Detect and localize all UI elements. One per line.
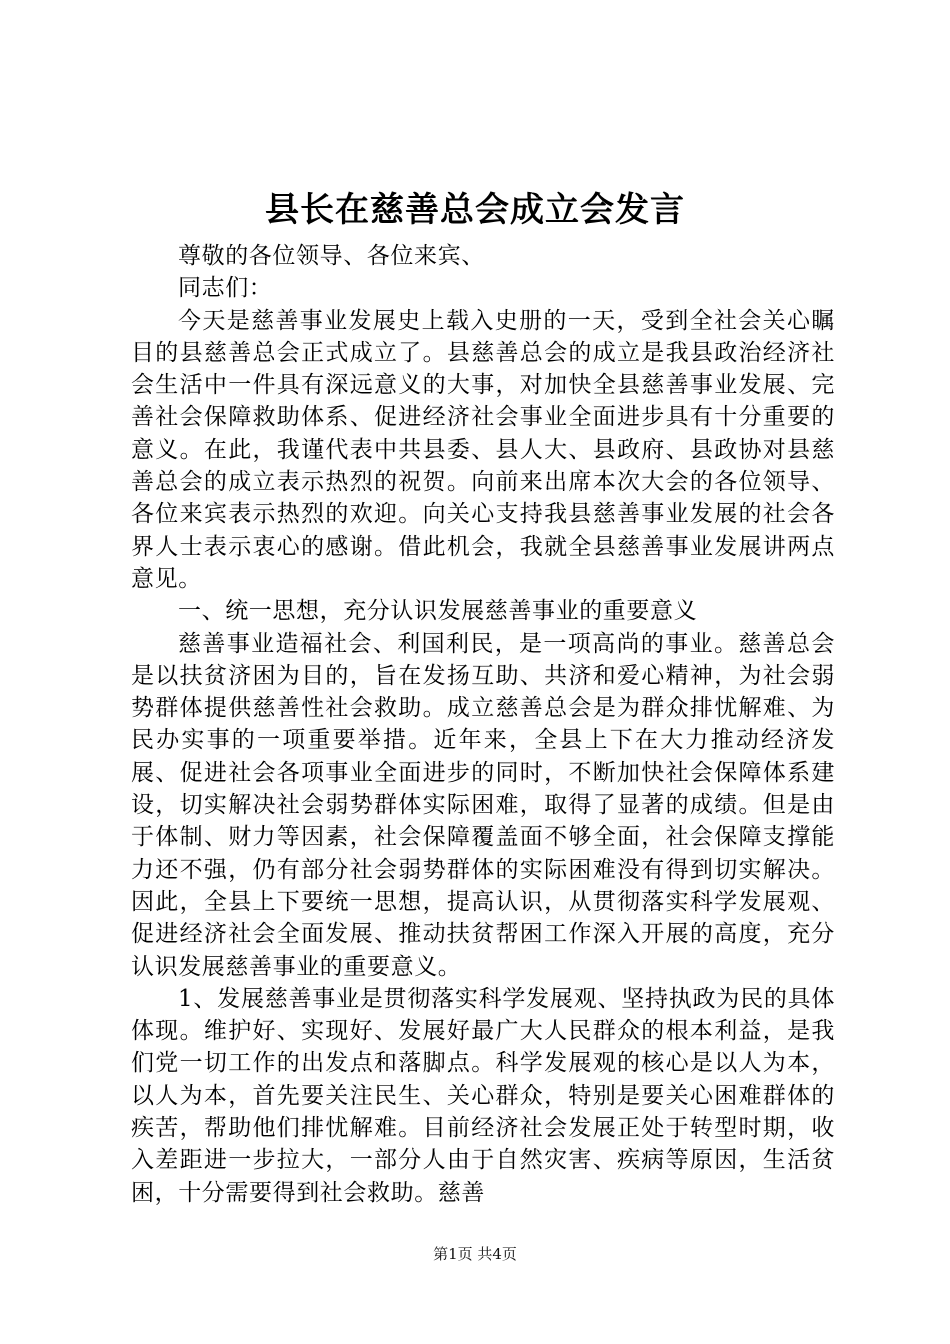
page-number-footer: 第1页 共4页 — [433, 1245, 517, 1263]
document-title: 县长在慈善总会成立会发言 — [265, 190, 685, 230]
salutation-line-1: 尊敬的各位领导、各位来宾、 — [178, 243, 485, 269]
salutation-line-2: 同志们： — [178, 275, 273, 302]
section-heading-1: 一、统一思想，充分认识发展慈善事业的重要意义 — [178, 598, 698, 625]
document-body — [131, 240, 835, 1209]
paragraph-section-1: 慈善事业造福社会、利国利民，是一项高尚的事业。慈善总会是以扶贫济困为目的，旨在发扬互助、共济和爱心精神，为社会弱势群体提供慈善性社会救助。成立慈善总会是为群众排忧解难、为民办实事的一项重要举措。近年来，全县上下在大力推动经济发展、促进社会各项事业全面进步的同时，不断加快社会保障体系建设，切实解决社会弱势群体实际困难，取得了显著的成绩。但是由于体制、财力等因素，社会保障覆盖面不够全面，社会保障支撑能力还不强，仍有部分社会弱势群体的实际困难没有得到切实解决。因此，全县上下要统一思想，提高认识，从贯彻落实科学发展观、促进经济社会全面发展、推动扶贫帮困工作深入开展的高度，充分认识发展慈善事业的重要意义。 — [131, 630, 835, 980]
paragraph-opening: 今天是慈善事业发展史上载入史册的一天，受到全社会关心瞩目的县慈善总会正式成立了。县慈善总会的成立是我县政治经济社会生活中一件具有深远意义的大事，对加快全县慈善事业发展、完善社会保障救助体系、促进经济社会事业全面进步具有十分重要的意义。在此，我谨代表中共县委、县人大、县政府、县政协对县慈善总会的成立表示热烈的祝贺。向前来出席本次大会的各位领导、各位来宾表示热烈的欢迎。向关心支持我县慈善事业发展的社会各界人士表示衷心的感谢。借此机会，我就全县慈善事业发展讲两点意见。 — [131, 307, 835, 592]
paragraph-point-1: 1、发展慈善事业是贯彻落实科学发展观、坚持执政为民的具体体现。维护好、实现好、发展好最广大人民群众的根本利益，是我们党一切工作的出发点和落脚点。科学发展观的核心是以人为本，以人为本，首先要关注民生、关心群众，特别是要关心困难群体的疾苦，帮助他们排忧解难。目前经济社会发展正处于转型时期，收入差距进一步拉大，一部分人由于自然灾害、疾病等原因，生活贫困，十分需要得到社会救助。慈善 — [131, 985, 835, 1206]
